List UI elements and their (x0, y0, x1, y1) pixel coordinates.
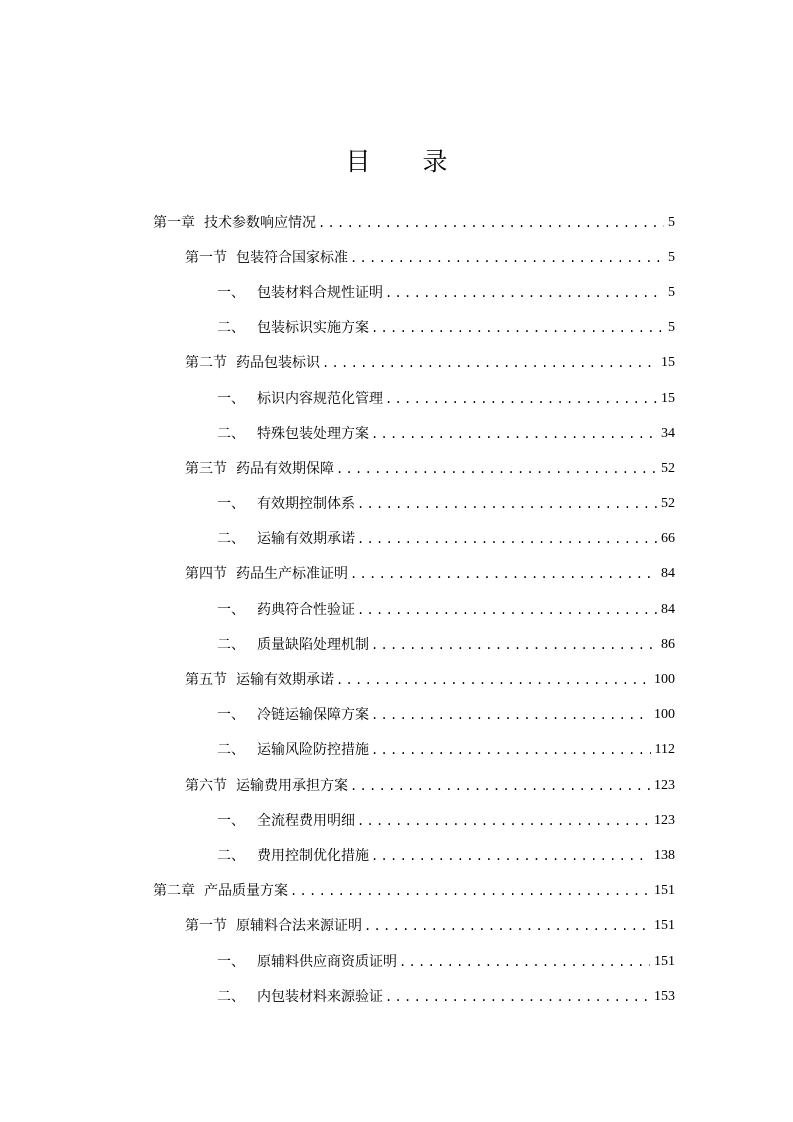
toc-entry-text: 冷链运输保障方案 (257, 707, 369, 724)
toc-entry-text: 运输费用承担方案 (236, 777, 348, 794)
toc-entry-text: 运输有效期承诺 (236, 672, 334, 689)
toc-entry-page: 34 (661, 425, 675, 441)
toc-title: 目 录 (345, 147, 470, 176)
dot-leader (385, 390, 657, 408)
toc-entry-page: 100 (654, 707, 675, 723)
toc-entry-page: 5 (668, 320, 675, 336)
toc-entry-page: 138 (654, 847, 675, 863)
toc-entry-number: 二、 (217, 636, 245, 653)
toc-entry-number: 一、 (217, 601, 245, 618)
toc-entry[interactable] (153, 803, 675, 838)
toc-entry-page: 15 (661, 355, 675, 371)
toc-entry-page: 112 (654, 742, 675, 758)
dot-leader (371, 847, 650, 865)
toc-entry-number: 第一节 (185, 249, 227, 266)
toc-entry[interactable] (153, 205, 675, 240)
toc-entry-text: 包装材料合规性证明 (257, 284, 383, 301)
dot-leader (350, 565, 657, 583)
toc-entry[interactable] (153, 275, 675, 310)
toc-entry[interactable] (153, 381, 675, 416)
toc-entry-page: 151 (654, 918, 675, 934)
dot-leader (350, 777, 650, 795)
toc-entry-page: 5 (668, 214, 675, 230)
toc-entry-number: 二、 (217, 531, 245, 548)
toc-entry-text: 费用控制优化措施 (257, 847, 369, 864)
toc-entry[interactable] (153, 979, 675, 1014)
toc-entry-number: 二、 (217, 742, 245, 759)
toc-entry-text: 包装标识实施方案 (257, 320, 369, 337)
dot-leader (336, 671, 650, 689)
toc-entry-page: 52 (661, 496, 675, 512)
dot-leader (364, 917, 650, 935)
toc-entry-page: 5 (668, 284, 675, 300)
toc-entry[interactable] (153, 944, 675, 979)
toc-entry[interactable] (153, 768, 675, 803)
toc-entry-number: 二、 (217, 320, 245, 337)
toc-entry-page: 151 (654, 953, 675, 969)
toc-entry-text: 特殊包装处理方案 (257, 425, 369, 442)
toc-entry[interactable] (153, 451, 675, 486)
dot-leader (371, 425, 657, 443)
dot-leader (385, 988, 650, 1006)
dot-leader (371, 319, 664, 337)
toc-entry-page: 84 (661, 566, 675, 582)
toc-entry[interactable] (153, 838, 675, 873)
toc-entry-number: 一、 (217, 707, 245, 724)
toc-entry[interactable] (153, 487, 675, 522)
toc-entry-text: 运输有效期承诺 (257, 531, 355, 548)
dot-leader (357, 601, 657, 619)
toc-entry[interactable] (153, 733, 675, 768)
toc-entry[interactable] (153, 874, 675, 909)
toc-entry[interactable] (153, 522, 675, 557)
toc-entry-number: 第一章 (153, 214, 195, 231)
toc-entry-number: 一、 (217, 390, 245, 407)
dot-leader (290, 882, 650, 900)
toc-entry-text: 技术参数响应情况 (204, 214, 316, 231)
toc-entry-text: 运输风险防控措施 (257, 742, 369, 759)
toc-entry-text: 有效期控制体系 (257, 496, 355, 513)
toc-entry-page: 66 (661, 531, 675, 547)
toc-entry-number: 一、 (217, 812, 245, 829)
toc-entry-number: 第六节 (185, 777, 227, 794)
toc-entry[interactable] (153, 416, 675, 451)
toc-entry[interactable] (153, 909, 675, 944)
toc-entry-text: 质量缺陷处理机制 (257, 636, 369, 653)
dot-leader (371, 636, 657, 654)
toc-entry-number: 一、 (217, 953, 245, 970)
toc-entry-text: 标识内容规范化管理 (257, 390, 383, 407)
toc-entry-text: 药品包装标识 (236, 355, 320, 372)
dot-leader (336, 460, 657, 478)
toc-entry[interactable] (153, 698, 675, 733)
toc-entry-number: 第一节 (185, 918, 227, 935)
toc-entry-text: 原辅料供应商资质证明 (257, 953, 397, 970)
toc-entry-number: 第五节 (185, 672, 227, 689)
toc-entry-number: 第三节 (185, 460, 227, 477)
toc-entry-page: 86 (661, 636, 675, 652)
toc-entry-text: 全流程费用明细 (257, 812, 355, 829)
toc-entry-page: 52 (661, 460, 675, 476)
dot-leader (322, 354, 657, 372)
toc-entry-text: 内包装材料来源验证 (257, 988, 383, 1005)
toc-entry-number: 二、 (217, 847, 245, 864)
table-of-contents (153, 205, 675, 1014)
toc-entry[interactable] (153, 346, 675, 381)
dot-leader (385, 284, 664, 302)
toc-entry-page: 151 (654, 883, 675, 899)
toc-entry-page: 15 (661, 390, 675, 406)
toc-entry[interactable] (153, 662, 675, 697)
dot-leader (399, 953, 650, 971)
toc-entry-number: 二、 (217, 988, 245, 1005)
toc-entry[interactable] (153, 627, 675, 662)
toc-entry[interactable] (153, 557, 675, 592)
toc-entry-text: 产品质量方案 (204, 883, 288, 900)
toc-entry-page: 123 (654, 812, 675, 828)
toc-entry-number: 一、 (217, 284, 245, 301)
toc-entry-text: 原辅料合法来源证明 (236, 918, 362, 935)
toc-entry-number: 二、 (217, 425, 245, 442)
toc-entry-page: 123 (654, 777, 675, 793)
toc-entry-text: 药品有效期保障 (236, 460, 334, 477)
toc-entry-page: 5 (668, 249, 675, 265)
dot-leader (318, 214, 664, 232)
toc-entry[interactable] (153, 240, 675, 275)
toc-entry-number: 一、 (217, 496, 245, 513)
toc-entry-number: 第二节 (185, 355, 227, 372)
dot-leader (350, 249, 664, 267)
dot-leader (357, 812, 650, 830)
dot-leader (371, 741, 651, 759)
toc-entry-number: 第四节 (185, 566, 227, 583)
dot-leader (357, 530, 657, 548)
toc-entry-text: 药典符合性验证 (257, 601, 355, 618)
toc-entry[interactable] (153, 592, 675, 627)
toc-entry-page: 153 (654, 988, 675, 1004)
toc-entry-text: 药品生产标准证明 (236, 566, 348, 583)
toc-entry[interactable] (153, 311, 675, 346)
dot-leader (357, 495, 657, 513)
toc-entry-page: 84 (661, 601, 675, 617)
toc-entry-page: 100 (654, 672, 675, 688)
dot-leader (371, 706, 650, 724)
toc-entry-text: 包装符合国家标准 (236, 249, 348, 266)
toc-entry-number: 第二章 (153, 883, 195, 900)
